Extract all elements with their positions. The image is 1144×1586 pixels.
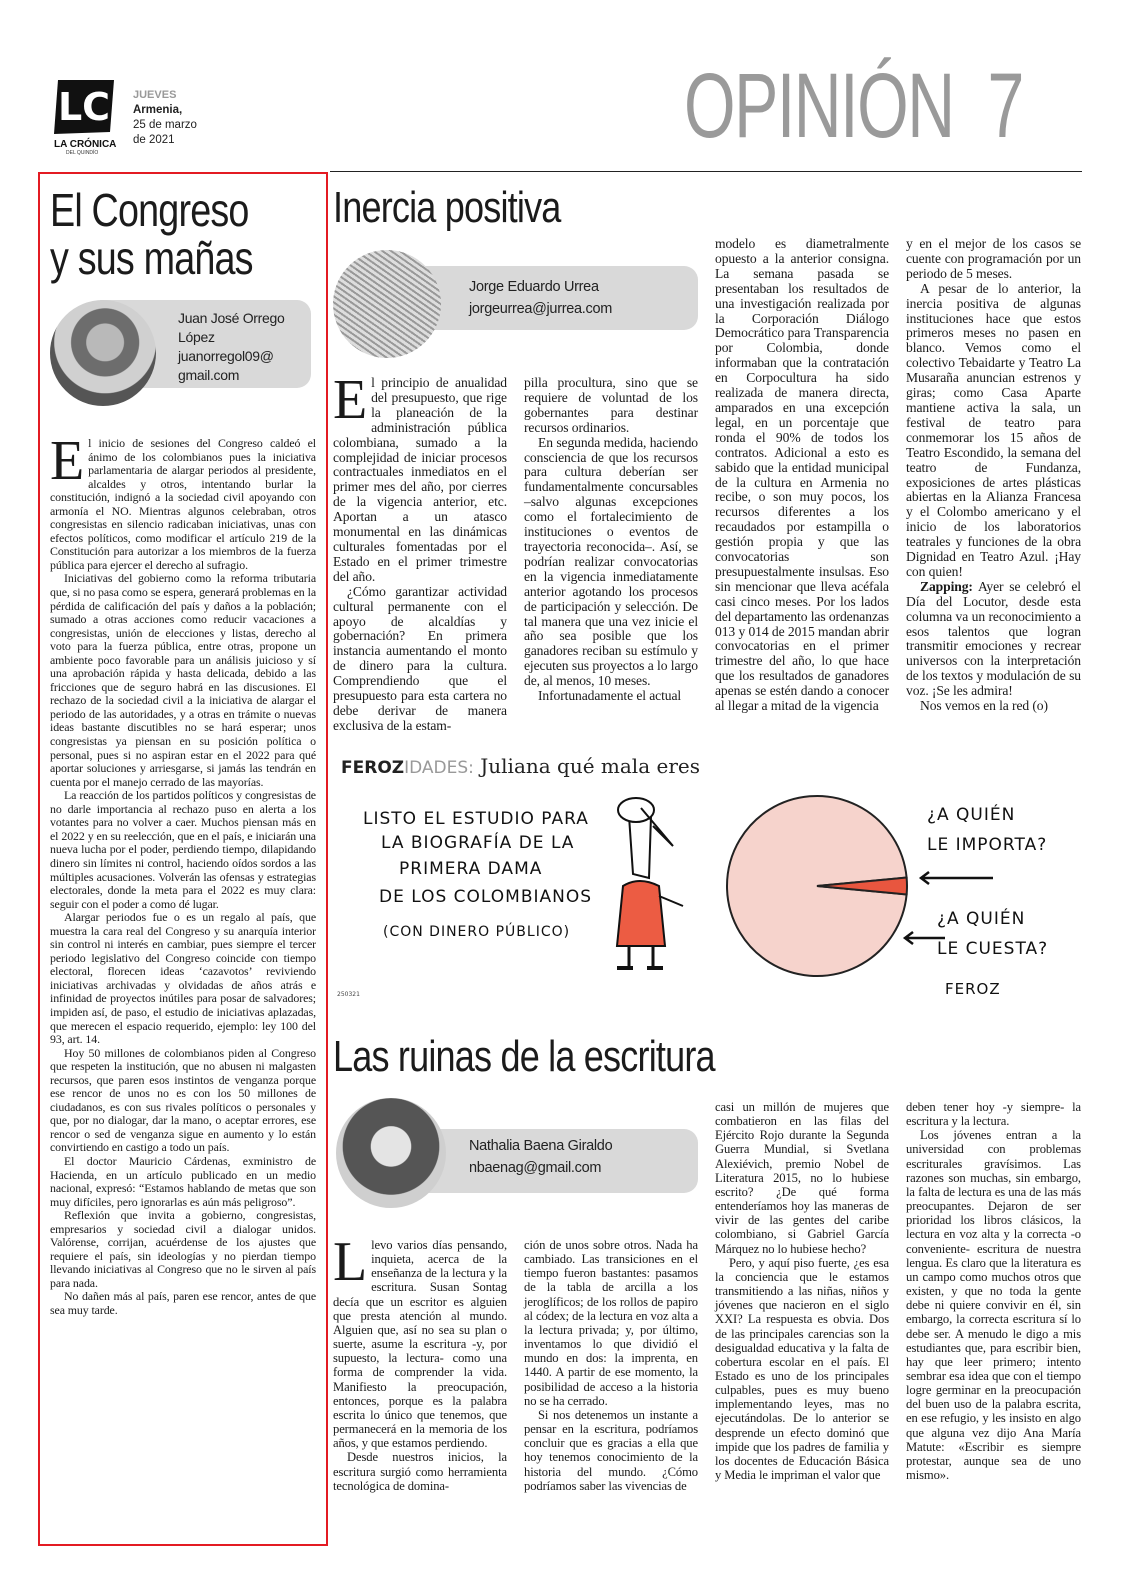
city: Armenia, [133,104,183,116]
section-title [684,55,1023,157]
cartoon-caption-line: LA BIOGRAFÍA DE LA [381,833,575,853]
article1-paragraph: El doctor Mauricio Cárdenas, exministro de Hacienda, en un artículo publicado en un medio nacional, expresó: “Estamos hablando de metas que son muy difíciles, pero ignorarlas es aún más peligroso”. [50,1153,316,1209]
cartoon-caption-line: (CON DINERO PÚBLICO) [383,924,571,940]
article2-col4 [906,237,1081,714]
article2-drop-cap: E [333,369,368,431]
article2-paragraph: pilla procultura, sino que se requiere de voluntad de los gobernantes para destinar recursos ordinarios. [524,375,698,435]
zapping-label: Zapping: [920,578,973,594]
article1-body [50,430,316,1318]
section-name: OPINIÓN [684,55,954,157]
article2-paragraph: Nos vemos en la red (o) [920,698,1048,714]
article2-paragraph: En segunda medida, haciendo consciencia de que los recursos para cultura deberían ser fundamentalmente concursables –salvo algunas excepciones como el fortalecimiento de instituciones o eventos de trayectoria reconocida–. Así, se podrían realizar convocatorias en la vigencia inmediatamente anterior agotando los procesos de participación y selección. De tal manera que una vez inicie el año sea posible que los ganadores reciban su estímulo y ejecuten sus proyectos a lo largo de, al menos, 10 meses. [524,434,698,689]
cartoon-left-caption [363,809,592,940]
cartoon-caption-line: DE LOS COLOMBIANOS [379,887,593,907]
article3-paragraph: ción de unos sobre otros. Nada ha cambiado. Las transiciones en el tiempo fueron bastantes: pasamos de la tabla de arcilla a los jeroglíficos; de los rollos de papiro al códex; de la lectura en voz alta a la lectura privada; y, por último, inventamos lo que dividió el mundo en dos: la imprenta, en 1440. A partir de ese momento, la posibilidad de acceso a la historia no se ha cerrado. [524,1238,698,1408]
article3-paragraph: levo varios días pensando, inquieta, acerca de la enseñanza de la lectura y la escritura. Susan Sontag decía que un escritor es alguien que presta atención al mundo. Alguien que, así no sea su plan o suerte, asume la escritura -y, por supuesto, la lectura- como una forma de comprender la vida. Manifiesto la preocupación, entonces, porque es la palabra escrita lo único que tenemos, que permanecerá en la memoria de los años, y que estamos perdiendo. [333,1238,507,1451]
cartoon-character [617,798,683,968]
article1-paragraph: Alargar periodos fue o es un regalo al país, que muestra la cara real del Congreso y su anarquía interior sin control ni interés en cambiar, pues siempre el tercer periodo legislativo del Congreso coincide con tiempo electoral, florecen ideas ‘cazavotos’ reviviendo iniciativas archivadas y olvidadas de años atrás e infinidad de proyectos inútiles para posar de salvadores; impiden así, de paso, el estudio de iniciativas aplazadas, que merecen el espacio requerido, ejemplo: ley 100 del 93, art. 14. [50,910,316,1047]
article2-paragraph: l principio de anualidad del presupuesto, que rige la planeación de la administración pública colombiana, sumado a la complejidad de iniciar procesos contractuales inmediatos en el primer mes del año, por cierres de la vigencia anterior, etc. Aportan a un atasco monumental en las dinámicas culturales fomentadas por el Estado en el primer trimestre del año. [333,375,507,584]
article1-title-line1: El Congreso [50,184,249,236]
article3-paragraph: casi un millón de mujeres que combatieron en las filas del Ejército Rojo durante la Segunda Guerra Mundial, si Svetlana Alexiévich, premio Nobel de Literatura 2015, no lo hubiese escrito? ¿De qué forma entenderíamos hoy las maneras de vivir de las gentes del caribe colombiano, si Gabriel García Márquez no lo hubiese hecho? [715,1100,889,1256]
cartoon-right-caption [905,803,1048,959]
article3-paragraph: Los jóvenes entran a la universidad con problemas escriturales gravísimos. Las razones son muchas, sin embargo, la falta de lectura es una de las más preocupantes. Dejaron de ser prioridad los libros clásicos, la lectura en voz alta y la correcta -o conveniente- escritura de nuestra lengua. Es claro que la literatura es un campo como muchos otros que existen, y que no toda la gente debe ni quiere convivir en él, sin embargo, la correcta escritura sí lo debe ser. A menudo le digo a mis estudiantes que, para escribir bien, hay que leer primero; intento sembrar esa idea que con el tiempo logre germinar en la preocupación del buen uso de la palabra escrita, en ese refugio, y les insisto en algo que alguna vez dijo Ana María Matute: «Escribir es siempre protestar, aunque sea de uno mismo». [906,1128,1081,1483]
article2-col2 [524,376,698,704]
article2-paragraph: ¿Cómo garantizar actividad cultural permanente con el apoyo de alcaldías y gobernación? En primera instancia aumentando el monto de dinero para la cultura. Comprendiendo que el presupuesto para esta cartera no debe derivar de manera exclusiva de la estam- [333,583,507,733]
article2-byline [469,276,612,320]
article1-title-line2: y sus mañas [50,232,253,284]
article3-author: Nathalia Baena Giraldo [469,1138,613,1154]
cartoonist-signature: FEROZ [945,980,1001,998]
arrow-importa-icon [921,872,993,884]
article1-paragraph: Reflexión que invita a gobierno, congresistas, empresarios y sociedad civil a dialogar unidos. Valórense, corrijan, acuérdense de los ajustes que requiere el país, sin ideologías y no pierdan tiempo llevando iniciativas al Congreso que no le sirven al país para nada. [50,1208,316,1290]
article2-email[interactable]: jorgeurrea@jurrea.com [469,301,613,317]
article1-author-photo [50,300,156,406]
article2-paragraph: Infortunadamente el actual [538,688,682,704]
cartoon-caption-line: LISTO EL ESTUDIO PARA [363,809,589,829]
cartoon-right-line: LE CUESTA? [937,939,1049,959]
article2-col1 [333,369,507,734]
article3-drop-cap: L [333,1231,368,1293]
article3-col4 [906,1100,1081,1482]
logo-name: LA CRÓNICA [54,139,117,150]
article1-author-line1: Juan José Orrego [178,310,285,326]
article1-title [50,186,253,282]
article1-drop-cap: E [50,430,85,492]
article1-paragraph: l inicio de sesiones del Congreso caldeó el ánimo de los colombianos pues la iniciativa parlamentaria de alargar periodos al presidente, alcaldes y otros, intentando burlar la constitución, indignó a la sociedad civil apoyando con armonía el NO. Mientras algunos celebraban, otros congresistas en silencio radicaban iniciativas, unas con efectos políticos, como modificar el artículo 219 de la Constitución para autorizar a los miembros de la fuerza pública para ejercer el derecho al sufragio. [50,436,316,572]
article3-title: Las ruinas de la escritura [333,1032,715,1081]
cartoon-title-grey: IDADES: [404,758,474,778]
date-block [133,88,197,148]
cartoon-pie-chart [727,796,907,976]
article1-paragraph: Iniciativas del gobierno como la reforma tributaria que, si no pasa como se espera, generará problemas en la pérdida de calificación del país y daños a la población; sumado a otras acciones como reducir vacaciones a congresistas, unión de elecciones y listas, derecho al voto para la fuerza pública, entre otras, propone un ambiente poco favorable para un análisis juicioso y sí una aprobación rápida y hasta delicada, debido a las fricciones que de seguro habrá en las discusiones. El rechazo de la sociedad civil a la iniciativa de alargar el periodo de las autoridades, y a otras en trámite o nuevas ideas bastante discutibles no se hará esperar; unos congresistas ya piensan en su posición política o personal, pues si no aspiran estar en el 2022 para qué aportar soluciones y arriesgarse, si jamás las tendrán en cuenta por el manejo cerrado de las mayorías. [50,571,316,789]
article1-email-line2[interactable]: gmail.com [178,367,240,383]
article1-paragraph: No dañen más al país, paren ese rencor, antes de que sea muy tarde. [50,1289,316,1317]
article1-paragraph: La reacción de los partidos políticos y congresistas de no darle importancia al rechazo puso en alerta a los votantes para no volver a caer. Muchos piensan más en el 2022 y en su reelección, que en el país, e iniciarán una nueva lucha por el poder, perdiendo tiempo, dilapidando dinero sin límites ni control, haciendo oídos sordos a las múltiples acusaciones. Volverán las ofensas y estrategias electorales, donde la meta para el 2022 es muy clara: seguir con el poder a como dé lugar. [50,788,316,911]
article2-author-photo [333,250,441,358]
date-line-1: 25 de marzo [133,119,197,131]
cartoon-title-bold: FEROZ [341,758,405,778]
cartoon-right-line: ¿A QUIÉN [927,805,1016,825]
article2-paragraph: Ayer se celebró el Día del Locutor, desde esta columna va un reconocimiento a esos talentos que logran transmitir emociones y recrear universos con la interpretación de los textos y modulación de su voz. ¡Se les admira! [906,578,1081,699]
article1-email-line1[interactable]: juanorregol09@ [178,348,274,364]
cartoon-right-line: LE IMPORTA? [927,835,1048,855]
article3-paragraph: Pero, y aquí piso fuerte, ¿es esa la conciencia que le estamos transmitiendo a las niñas, niños y jóvenes que nacieron en el siglo XXI? La respuesta es obvia. Dos de las principales carencias son la desigualdad educativa y la falta de cobertura escolar en el país. El Estado es uno de los principales culpables, pues es muy bueno implementando leyes, mas no ejecutándolas. De lo anterior se desprende un efecto dominó que impide que los padres de familia y los docentes de Educación Básica y Media le impriman el valor que [715,1255,889,1483]
logo-letters: LC [57,85,111,129]
cartoon-illustration [333,786,1088,1001]
date-line-2: de 2021 [133,134,175,146]
article3-col2 [524,1238,698,1493]
article3-email[interactable]: nbaenag@gmail.com [469,1160,602,1176]
article1-byline [178,309,284,385]
article3-col1 [333,1231,507,1493]
weekday: JUEVES [133,89,177,101]
article3-paragraph: Si nos detenemos un instante a pensar en la escritura, podríamos concluir que es gracias a ella que hoy tenemos conocimiento de la historia del mundo. ¿Cómo podríamos saber las vivencias de [524,1407,698,1493]
cartoon-title-text: Juliana qué mala eres [480,754,700,778]
newspaper-logo [52,78,118,134]
article2-paragraph: y en el mejor de los casos se cuente con programación por un periodo de 5 meses. [906,236,1081,281]
article2-paragraph: modelo es diametralmente opuesto a la anterior consigna. La semana pasada se presentaban los resultados de una investigación realizada por la Corporación Diálogo Democrático para Transparencia por Colombia, donde informaban que la contratación en Corpocultura ha sido realizada de manera directa, amparados en una excepción legal, en un porcentaje que ronda el 90% de todos los contratos. Adicional a esto es sabido que la entidad municipal de la cultura en Armenia no recibe, o son muy pocos, los recursos diferentes a los recaudados por estampilla o gestión propia y que las convocatorias son presupuestalmente insulsas. Eso sin mencionar que lleva acéfala casi cinco meses. Por los lados del departamento las ordenanzas 013 y 014 de 2015 mandan abrir convocatorias en el primer trimestre del año, lo que hace que los resultados de ganadores apenas se estén dando a conocer al llegar a mitad de la vigencia [715,236,889,714]
logo-subtitle: DEL QUINDÍO [66,150,99,156]
article3-paragraph: Desde nuestros inicios, la escritura surgió como herramienta tecnológica de domina- [333,1450,507,1493]
article1-paragraph: Hoy 50 millones de colombianos piden al Congreso que respeten la institución, que no abusen ni malgasten recursos, que paren esos instintos de venganza porque ese rencor de unos no es con los 50 millones de ciudadanos, es con sus rivales políticos o personales y que, por no dialogar, dar la mano, o aceptar errores, ese rencor o sed de venganza sigue en aumento y lo están convirtiendo en castigo a todo un país. [50,1045,316,1155]
cartoon-code: 250321 [337,991,360,998]
article1-author-line2: López [178,329,215,345]
article2-col3 [715,237,889,714]
article3-author-photo [336,1098,446,1208]
cartoon-title [341,754,700,778]
cartoon-right-line: ¿A QUIÉN [937,909,1026,929]
cartoon-caption-line: PRIMERA DAMA [399,859,543,879]
article3-paragraph: deben tener hoy -y siempre- la escritura y la lectura. [906,1100,1081,1129]
page-number: 7 [987,55,1023,157]
article2-author: Jorge Eduardo Urrea [469,279,599,295]
article3-byline [469,1135,612,1179]
article2-title: Inercia positiva [333,183,561,232]
top-divider [330,171,1082,172]
article3-col3 [715,1100,889,1482]
article2-paragraph: A pesar de lo anterior, la inercia positiva de algunas instituciones hace que estos primeros meses no pasen en blanco. Vemos como el colectivo Tebaidarte y Teatro La Musaraña anuncian estrenos y giras; como Casa Aparte mantiene activa la sala, un festival de teatro para conmemorar los 15 años de Teatro Escondido, la semana del teatro de Fundanza, exposiciones de artes plásticas abiertas en la Alianza Francesa y el Colombo americano y el inicio de los laboratorios teatrales y funciones de la obra Dignidad en Teatro Azul. ¡Hay con quien! [906,280,1081,579]
